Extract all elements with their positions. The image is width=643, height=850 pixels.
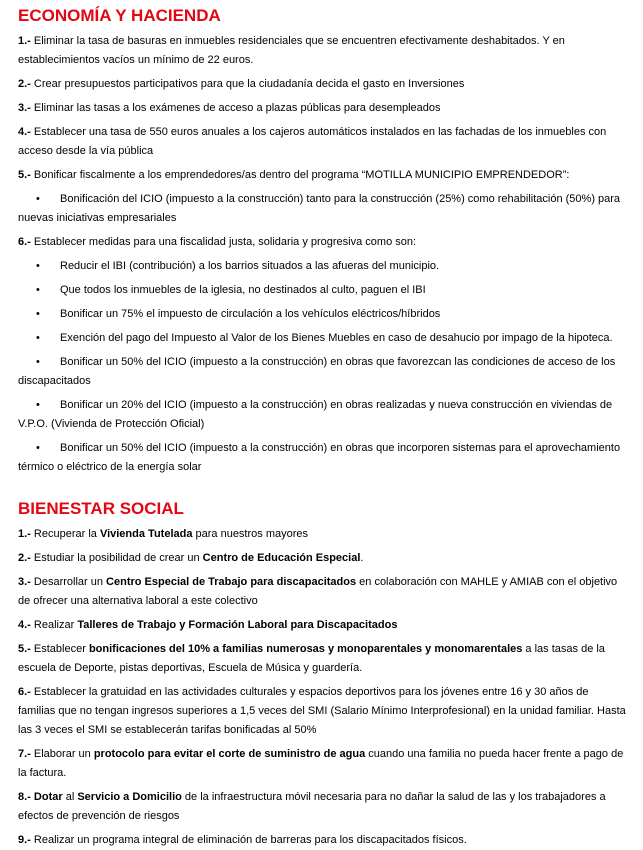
list-item: 4.- Realizar Talleres de Trabajo y Formación Laboral para Discapacitados xyxy=(18,619,398,631)
list-item: 3.- Desarrollar un Centro Especial de Trabajo para discapacitados en colaboración con MAHLE y AMIAB con el objetivo de ofrecer una alternativa laboral a este colectivo xyxy=(18,576,618,607)
list-item: 6.- Establecer medidas para una fiscalidad justa, solidaria y progresiva como son: xyxy=(18,236,417,248)
sub-list-item: • Bonificar un 50% del ICIO (impuesto a la construcción) en obras que favorezcan las condiciones de acceso de los discapacitados xyxy=(18,353,627,391)
list-item: 2.- Estudiar la posibilidad de crear un Centro de Educación Especial. xyxy=(18,552,364,564)
bullet-icon: • xyxy=(36,332,40,344)
sub-list-item: • Bonificar un 20% del ICIO (impuesto a la construcción) en obras realizadas y nueva construcción en viviendas de V.P.O. (Vivienda de Protección Oficial) xyxy=(18,396,627,434)
list-item: 6.- Establecer la gratuidad en las actividades culturales y espacios deportivos para los jóvenes entre 16 y 30 años de familias que no tengan ingresos superiores a 1,5 veces del SMI (Salario Mínimo Interprofesional) en la unidad familiar. Hasta las 3 veces el SMI se establecerán tarifas bonificadas al 50% xyxy=(18,686,626,736)
list-item: 3.- Eliminar las tasas a los exámenes de acceso a plazas públicas para desempleados xyxy=(18,102,441,114)
sub-list-item: • Reducir el IBI (contribución) a los barrios situados a las afueras del municipio. xyxy=(18,257,627,276)
list-item: 5.- Bonificar fiscalmente a los emprendedores/as dentro del programa “MOTILLA MUNICIPIO EMPRENDEDOR”: xyxy=(18,169,570,181)
bullet-icon: • xyxy=(36,442,40,454)
bullet-icon: • xyxy=(36,260,40,272)
list-item: 8.- Dotar al Servicio a Domicilio de la infraestructura móvil necesaria para no dañar la salud de las y los trabajadores a efectos de prevención de riesgos xyxy=(18,791,606,822)
list-item: 1.- Recuperar la Vivienda Tutelada para nuestros mayores xyxy=(18,528,309,540)
section-title-bienestar: BIENESTAR SOCIAL xyxy=(18,499,184,518)
sub-list-item: • Bonificar un 75% el impuesto de circulación a los vehículos eléctricos/híbridos xyxy=(18,305,627,324)
list-item: 2.- Crear presupuestos participativos para que la ciudadanía decida el gasto en Inversiones xyxy=(18,78,465,90)
bullet-icon: • xyxy=(36,399,40,411)
list-item: 5.- Establecer bonificaciones del 10% a familias numerosas y monoparentales y monomarentales a las tasas de la escuela de Deporte, pistas deportivas, Escuela de Música y guardería. xyxy=(18,643,605,674)
sub-list-item: • Que todos los inmuebles de la iglesia, no destinados al culto, paguen el IBI xyxy=(18,281,627,300)
bullet-icon: • xyxy=(36,356,40,368)
bullet-icon: • xyxy=(36,308,40,320)
sub-list-item: • Bonificación del ICIO (impuesto a la construcción) tanto para la construcción (25%) como rehabilitación (50%) para nuevas iniciativas empresariales xyxy=(18,190,627,228)
list-item: 7.- Elaborar un protocolo para evitar el corte de suministro de agua cuando una familia no pueda hacer frente a pago de la factura. xyxy=(18,748,624,779)
sub-list-item: • Bonificar un 50% del ICIO (impuesto a la construcción) en obras que incorporen sistemas para el aprovechamiento térmico o eléctrico de la energía solar xyxy=(18,439,627,477)
sub-list-item: • Exención del pago del Impuesto al Valor de los Bienes Muebles en caso de desahucio por impago de la hipoteca. xyxy=(18,329,627,348)
section-title-economia: ECONOMÍA Y HACIENDA xyxy=(18,6,221,25)
list-item: 1.- Eliminar la tasa de basuras en inmuebles residenciales que se encuentren efectivamente deshabitados. Y en establecimientos vacíos un mínimo de 22 euros. xyxy=(18,35,565,66)
list-item: 4.- Establecer una tasa de 550 euros anuales a los cajeros automáticos instalados en las fachadas de los inmuebles con acceso desde la vía pública xyxy=(18,126,607,157)
bullet-icon: • xyxy=(36,193,40,205)
list-item: 9.- Realizar un programa integral de eliminación de barreras para los discapacitados físicos. xyxy=(18,834,467,846)
bullet-icon: • xyxy=(36,284,40,296)
